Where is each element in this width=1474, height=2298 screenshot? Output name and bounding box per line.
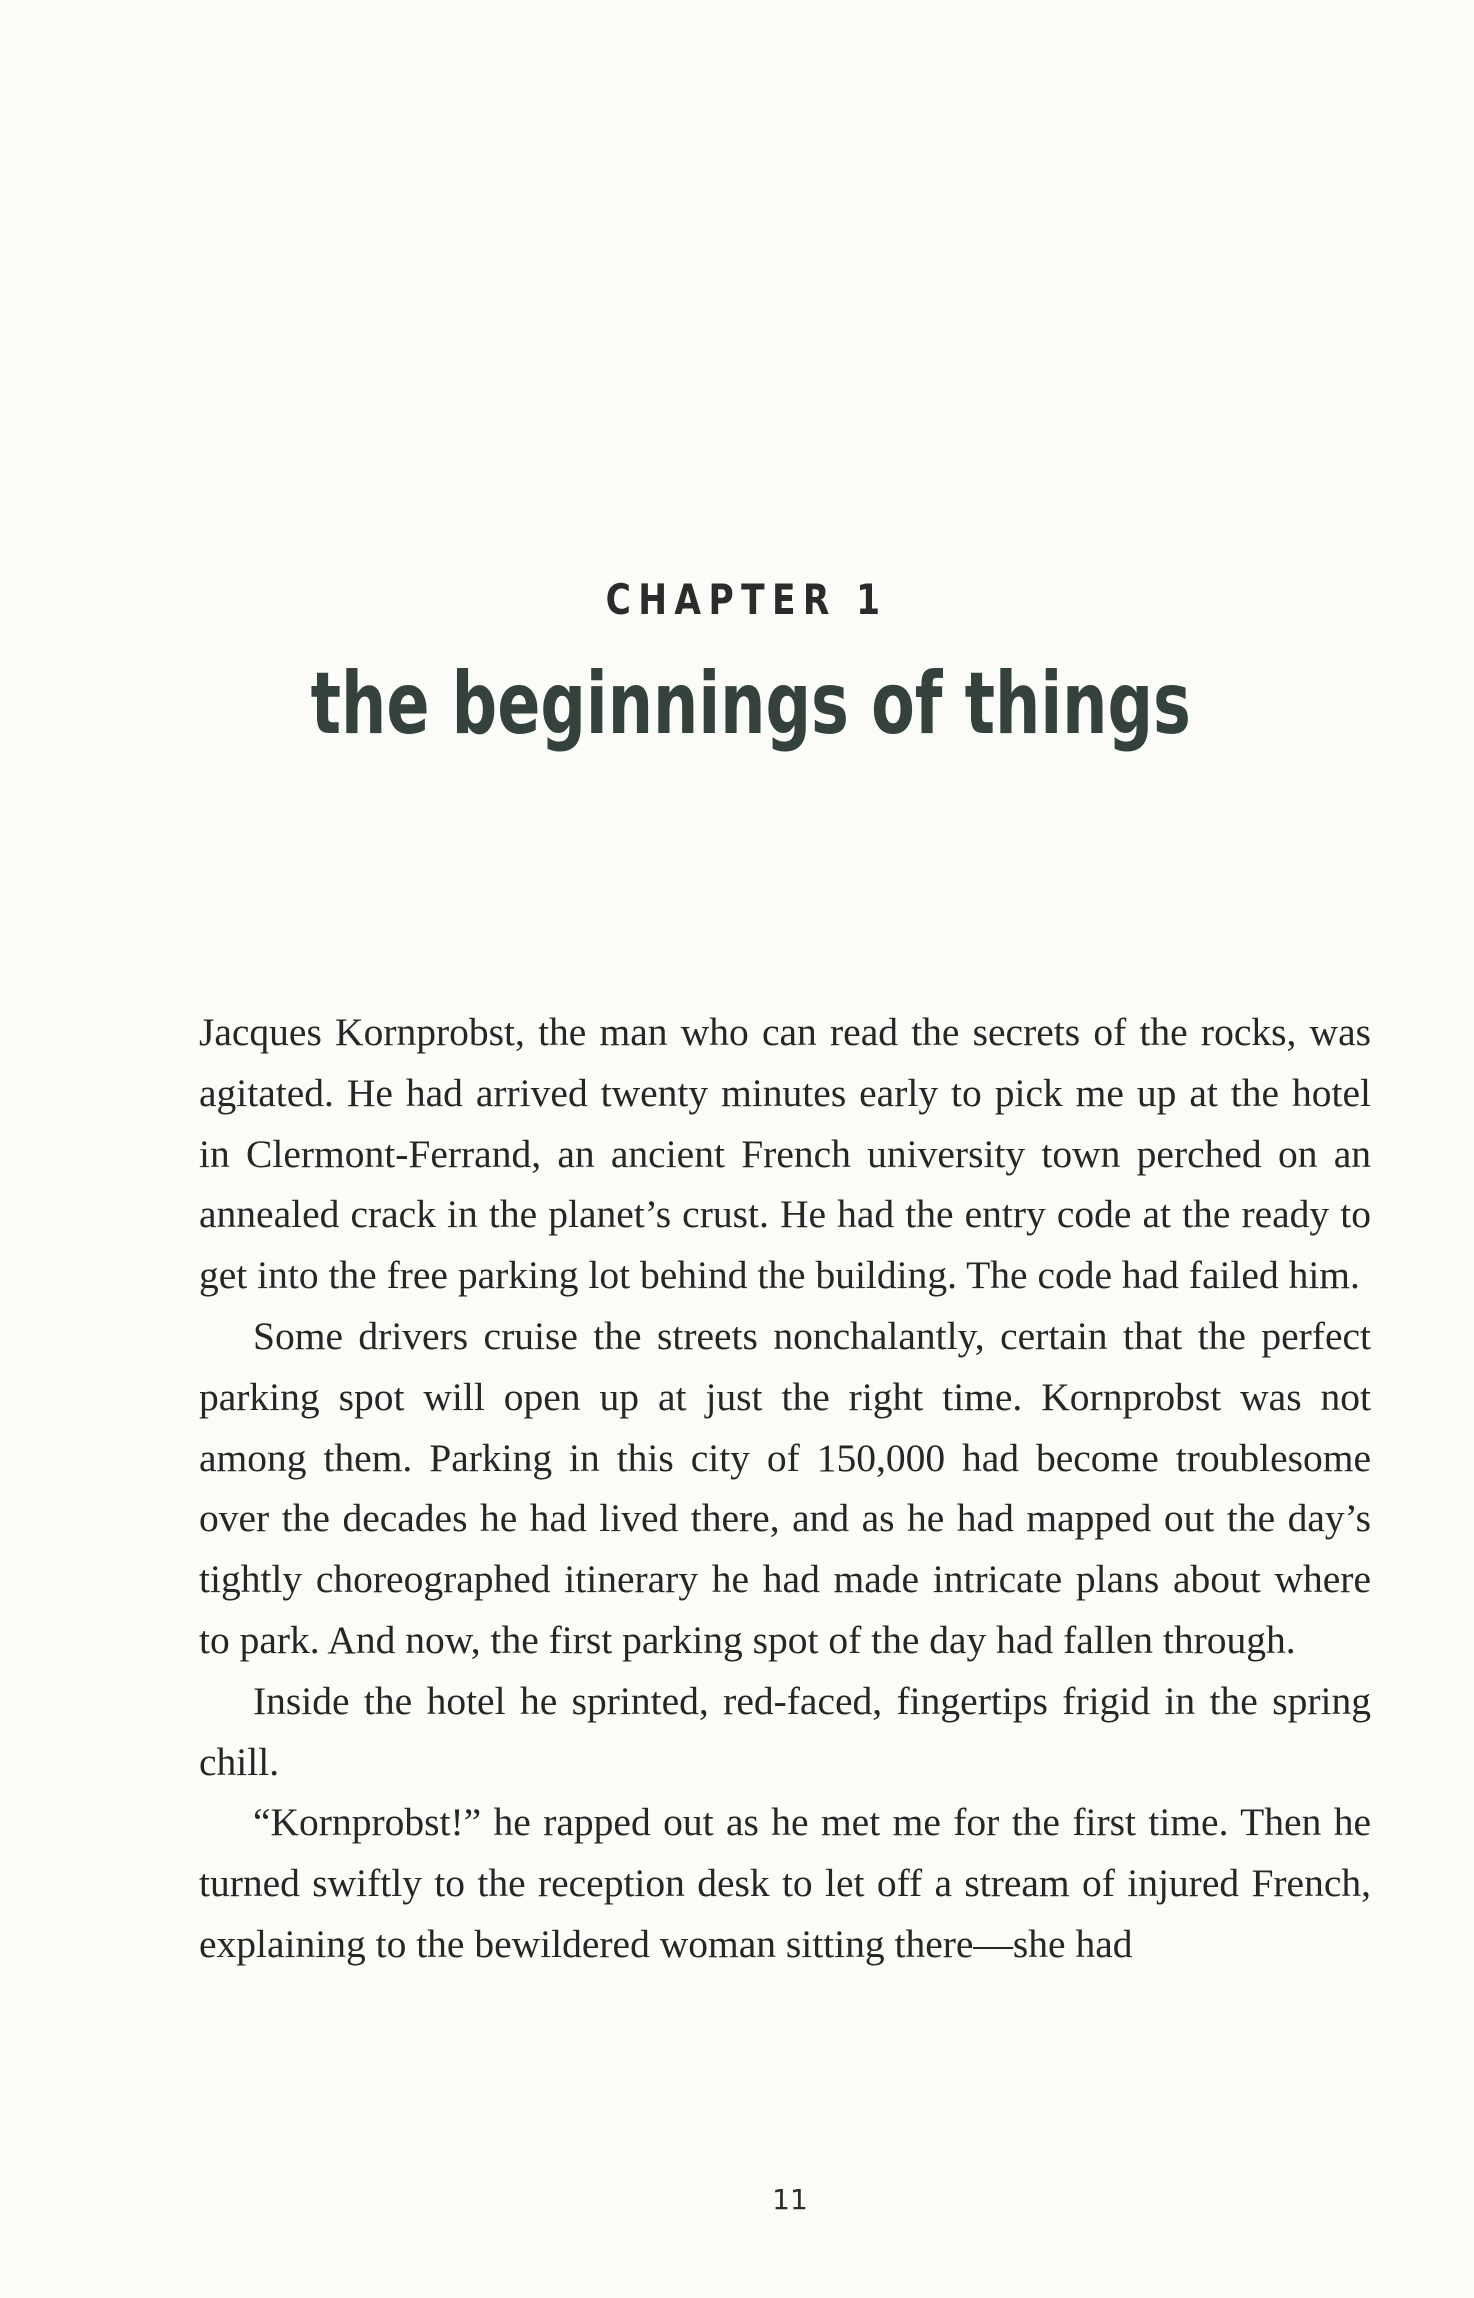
- chapter-title: the beginnings of things: [310, 654, 1191, 754]
- paragraph: Some drivers cruise the streets nonchalantly, certain that the perfect parking spot will open up at just the right time. Kornprobst was not among them. Parking in this city of 150,000 had become troublesome over the decades he had lived there, and as he had mapped out the day’s tightly choreographed itinerary he had made intricate plans about where to park. And now, the first parking spot of the day had fallen through.: [199, 1313, 1371, 1662]
- body-text: [199, 1002, 1371, 1975]
- chapter-label: CHAPTER 1: [605, 575, 888, 624]
- paragraph: Jacques Kornprobst, the man who can read the secrets of the rocks, was agitated. He had arrived twenty minutes early to pick me up at the hotel in Clermont-Ferrand, an ancient French university town perched on an annealed crack in the planet’s crust. He had the entry code at the ready to get into the free parking lot behind the building. The code had failed him.: [199, 1010, 1371, 1298]
- page-number: 11: [772, 2183, 808, 2216]
- paragraph: Inside the hotel he sprinted, red-faced, fingertips frigid in the spring chill.: [199, 1678, 1371, 1784]
- paragraph: “Kornprobst!” he rapped out as he met me for the first time. Then he turned swiftly to the reception desk to let off a stream of injured French, explaining to the bewildered woman sitting there—she had: [199, 1800, 1371, 1966]
